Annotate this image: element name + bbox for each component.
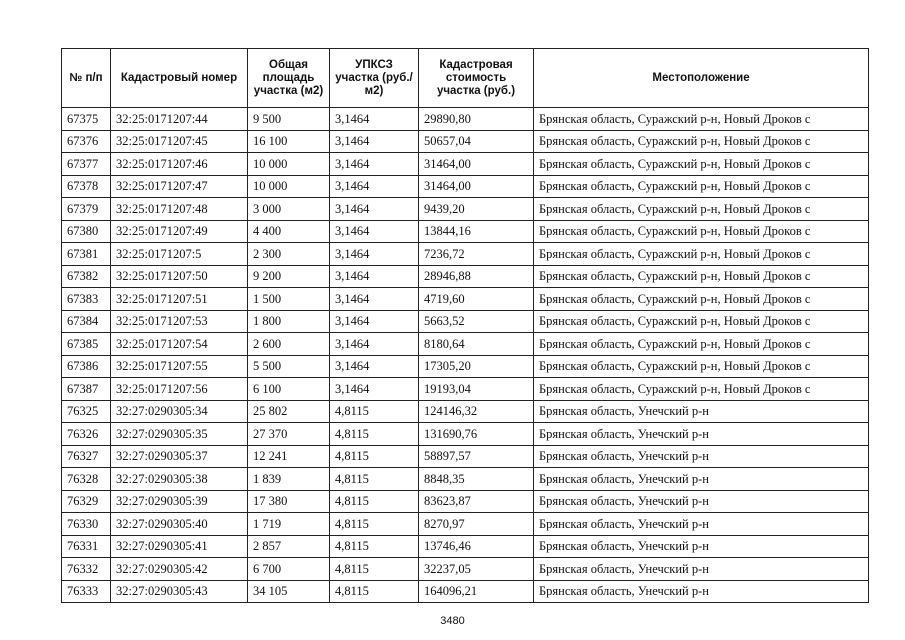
cell-cadastral-number: 32:25:0171207:56 — [111, 378, 248, 401]
cell-cadastral-value: 9439,20 — [419, 198, 534, 221]
table-row — [62, 243, 869, 266]
cell-location: Брянская область, Унечский р-н — [534, 468, 869, 491]
cell-location: Брянская область, Унечский р-н — [534, 400, 869, 423]
cell-cadastral-number: 32:25:0171207:45 — [111, 130, 248, 153]
cell-cadastral-value: 164096,21 — [419, 580, 534, 603]
cell-index: 76327 — [62, 445, 111, 468]
cell-index: 67383 — [62, 288, 111, 311]
cell-cadastral-number: 32:27:0290305:34 — [111, 400, 248, 423]
cell-cadastral-number: 32:25:0171207:46 — [111, 153, 248, 176]
cell-index: 67384 — [62, 310, 111, 333]
cell-area: 9 200 — [248, 265, 330, 288]
cell-cadastral-value: 31464,00 — [419, 175, 534, 198]
cell-upksz: 3,1464 — [330, 175, 419, 198]
cell-location: Брянская область, Суражский р-н, Новый Дроков с — [534, 355, 869, 378]
cell-location: Брянская область, Суражский р-н, Новый Дроков с — [534, 333, 869, 356]
cell-upksz: 3,1464 — [330, 378, 419, 401]
cell-location: Брянская область, Унечский р-н — [534, 423, 869, 446]
table-row — [62, 265, 869, 288]
cell-index: 67381 — [62, 243, 111, 266]
cell-index: 67380 — [62, 220, 111, 243]
header-location: Местоположение — [534, 49, 869, 108]
cell-area: 1 500 — [248, 288, 330, 311]
cell-area: 17 380 — [248, 490, 330, 513]
header-index: № п/п — [62, 49, 111, 108]
cell-cadastral-number: 32:25:0171207:55 — [111, 355, 248, 378]
cell-area: 10 000 — [248, 175, 330, 198]
cell-location: Брянская область, Суражский р-н, Новый Дроков с — [534, 175, 869, 198]
cell-cadastral-value: 131690,76 — [419, 423, 534, 446]
table-row — [62, 288, 869, 311]
cell-cadastral-number: 32:25:0171207:54 — [111, 333, 248, 356]
cell-area: 9 500 — [248, 108, 330, 131]
cell-cadastral-value: 28946,88 — [419, 265, 534, 288]
cell-upksz: 4,8115 — [330, 423, 419, 446]
cell-cadastral-number: 32:25:0171207:5 — [111, 243, 248, 266]
cell-upksz: 3,1464 — [330, 153, 419, 176]
cell-location: Брянская область, Суражский р-н, Новый Дроков с — [534, 198, 869, 221]
table-row — [62, 378, 869, 401]
cell-upksz: 4,8115 — [330, 558, 419, 581]
cell-cadastral-value: 50657,04 — [419, 130, 534, 153]
cell-area: 34 105 — [248, 580, 330, 603]
cell-cadastral-value: 31464,00 — [419, 153, 534, 176]
cell-index: 76325 — [62, 400, 111, 423]
table-row — [62, 513, 869, 536]
cell-upksz: 3,1464 — [330, 310, 419, 333]
cell-index: 67377 — [62, 153, 111, 176]
cell-index: 67387 — [62, 378, 111, 401]
cell-cadastral-value: 83623,87 — [419, 490, 534, 513]
cell-cadastral-number: 32:27:0290305:43 — [111, 580, 248, 603]
cell-index: 76332 — [62, 558, 111, 581]
cell-cadastral-number: 32:27:0290305:37 — [111, 445, 248, 468]
table-row — [62, 310, 869, 333]
cell-location: Брянская область, Унечский р-н — [534, 535, 869, 558]
table-row — [62, 400, 869, 423]
cell-location: Брянская область, Унечский р-н — [534, 558, 869, 581]
table-row — [62, 175, 869, 198]
cell-location: Брянская область, Унечский р-н — [534, 445, 869, 468]
cell-location: Брянская область, Суражский р-н, Новый Дроков с — [534, 153, 869, 176]
cell-index: 67382 — [62, 265, 111, 288]
cell-area: 27 370 — [248, 423, 330, 446]
cell-upksz: 3,1464 — [330, 288, 419, 311]
cell-cadastral-number: 32:25:0171207:51 — [111, 288, 248, 311]
table-row — [62, 468, 869, 491]
cell-index: 67385 — [62, 333, 111, 356]
cell-upksz: 3,1464 — [330, 333, 419, 356]
table-row — [62, 490, 869, 513]
cell-area: 3 000 — [248, 198, 330, 221]
cell-cadastral-number: 32:25:0171207:53 — [111, 310, 248, 333]
cell-cadastral-number: 32:27:0290305:39 — [111, 490, 248, 513]
cell-upksz: 4,8115 — [330, 535, 419, 558]
cell-index: 67376 — [62, 130, 111, 153]
cell-area: 5 500 — [248, 355, 330, 378]
header-cadastral-number: Кадастровый номер — [111, 49, 248, 108]
table-row — [62, 130, 869, 153]
cell-upksz: 4,8115 — [330, 513, 419, 536]
cell-area: 1 839 — [248, 468, 330, 491]
table-body — [62, 108, 869, 603]
cell-index: 76333 — [62, 580, 111, 603]
cell-area: 2 300 — [248, 243, 330, 266]
cell-location: Брянская область, Унечский р-н — [534, 490, 869, 513]
cell-location: Брянская область, Суражский р-н, Новый Дроков с — [534, 265, 869, 288]
cell-location: Брянская область, Унечский р-н — [534, 580, 869, 603]
cell-cadastral-value: 4719,60 — [419, 288, 534, 311]
cell-upksz: 4,8115 — [330, 468, 419, 491]
cell-area: 4 400 — [248, 220, 330, 243]
cell-cadastral-number: 32:25:0171207:49 — [111, 220, 248, 243]
cell-area: 6 700 — [248, 558, 330, 581]
cell-location: Брянская область, Суражский р-н, Новый Дроков с — [534, 288, 869, 311]
cell-location: Брянская область, Суражский р-н, Новый Дроков с — [534, 243, 869, 266]
cell-cadastral-number: 32:27:0290305:35 — [111, 423, 248, 446]
cell-cadastral-value: 7236,72 — [419, 243, 534, 266]
cell-cadastral-value: 58897,57 — [419, 445, 534, 468]
cell-index: 76329 — [62, 490, 111, 513]
cell-area: 16 100 — [248, 130, 330, 153]
cell-index: 76328 — [62, 468, 111, 491]
cell-upksz: 4,8115 — [330, 400, 419, 423]
cell-area: 6 100 — [248, 378, 330, 401]
cell-location: Брянская область, Суражский р-н, Новый Дроков с — [534, 310, 869, 333]
cell-cadastral-number: 32:25:0171207:44 — [111, 108, 248, 131]
cell-cadastral-value: 8180,64 — [419, 333, 534, 356]
cell-location: Брянская область, Суражский р-н, Новый Дроков с — [534, 220, 869, 243]
table-row — [62, 198, 869, 221]
header-upksz: УПКСЗ участка (руб./м2) — [330, 49, 419, 108]
cell-area: 2 857 — [248, 535, 330, 558]
cell-cadastral-value: 13844,16 — [419, 220, 534, 243]
cell-cadastral-value: 29890,80 — [419, 108, 534, 131]
header-area: Общая площадь участка (м2) — [248, 49, 330, 108]
cell-upksz: 3,1464 — [330, 265, 419, 288]
table-row — [62, 445, 869, 468]
cell-upksz: 3,1464 — [330, 198, 419, 221]
cell-index: 76331 — [62, 535, 111, 558]
cell-cadastral-value: 8270,97 — [419, 513, 534, 536]
cell-upksz: 4,8115 — [330, 490, 419, 513]
cell-cadastral-number: 32:27:0290305:40 — [111, 513, 248, 536]
cell-upksz: 3,1464 — [330, 243, 419, 266]
cell-area: 25 802 — [248, 400, 330, 423]
table-row — [62, 108, 869, 131]
table-row — [62, 220, 869, 243]
cell-location: Брянская область, Суражский р-н, Новый Дроков с — [534, 378, 869, 401]
cell-area: 10 000 — [248, 153, 330, 176]
cell-index: 76326 — [62, 423, 111, 446]
cell-area: 1 800 — [248, 310, 330, 333]
cell-index: 76330 — [62, 513, 111, 536]
cell-cadastral-value: 17305,20 — [419, 355, 534, 378]
cell-index: 67378 — [62, 175, 111, 198]
cell-cadastral-value: 5663,52 — [419, 310, 534, 333]
cell-cadastral-value: 13746,46 — [419, 535, 534, 558]
cell-area: 12 241 — [248, 445, 330, 468]
cell-area: 1 719 — [248, 513, 330, 536]
cell-upksz: 3,1464 — [330, 130, 419, 153]
cadastre-table — [61, 48, 869, 603]
cell-cadastral-value: 19193,04 — [419, 378, 534, 401]
table-row — [62, 423, 869, 446]
cell-index: 67379 — [62, 198, 111, 221]
cell-cadastral-value: 32237,05 — [419, 558, 534, 581]
table-row — [62, 535, 869, 558]
cell-cadastral-number: 32:25:0171207:47 — [111, 175, 248, 198]
cell-index: 67386 — [62, 355, 111, 378]
cell-cadastral-number: 32:25:0171207:48 — [111, 198, 248, 221]
cell-cadastral-value: 8848,35 — [419, 468, 534, 491]
cell-upksz: 3,1464 — [330, 220, 419, 243]
header-cadastral-value: Кадастровая стоимость участка (руб.) — [419, 49, 534, 108]
table-header-row — [62, 49, 869, 108]
table-row — [62, 558, 869, 581]
cell-upksz: 3,1464 — [330, 108, 419, 131]
table-row — [62, 153, 869, 176]
cell-cadastral-value: 124146,32 — [419, 400, 534, 423]
cell-location: Брянская область, Суражский р-н, Новый Дроков с — [534, 130, 869, 153]
table-row — [62, 355, 869, 378]
cell-location: Брянская область, Суражский р-н, Новый Дроков с — [534, 108, 869, 131]
table-row — [62, 333, 869, 356]
page-number: 3480 — [440, 615, 465, 627]
cell-upksz: 3,1464 — [330, 355, 419, 378]
cell-location: Брянская область, Унечский р-н — [534, 513, 869, 536]
cell-upksz: 4,8115 — [330, 580, 419, 603]
cell-cadastral-number: 32:27:0290305:38 — [111, 468, 248, 491]
cell-cadastral-number: 32:27:0290305:42 — [111, 558, 248, 581]
cell-upksz: 4,8115 — [330, 445, 419, 468]
table-row — [62, 580, 869, 603]
cell-cadastral-number: 32:27:0290305:41 — [111, 535, 248, 558]
cell-area: 2 600 — [248, 333, 330, 356]
cell-index: 67375 — [62, 108, 111, 131]
cell-cadastral-number: 32:25:0171207:50 — [111, 265, 248, 288]
